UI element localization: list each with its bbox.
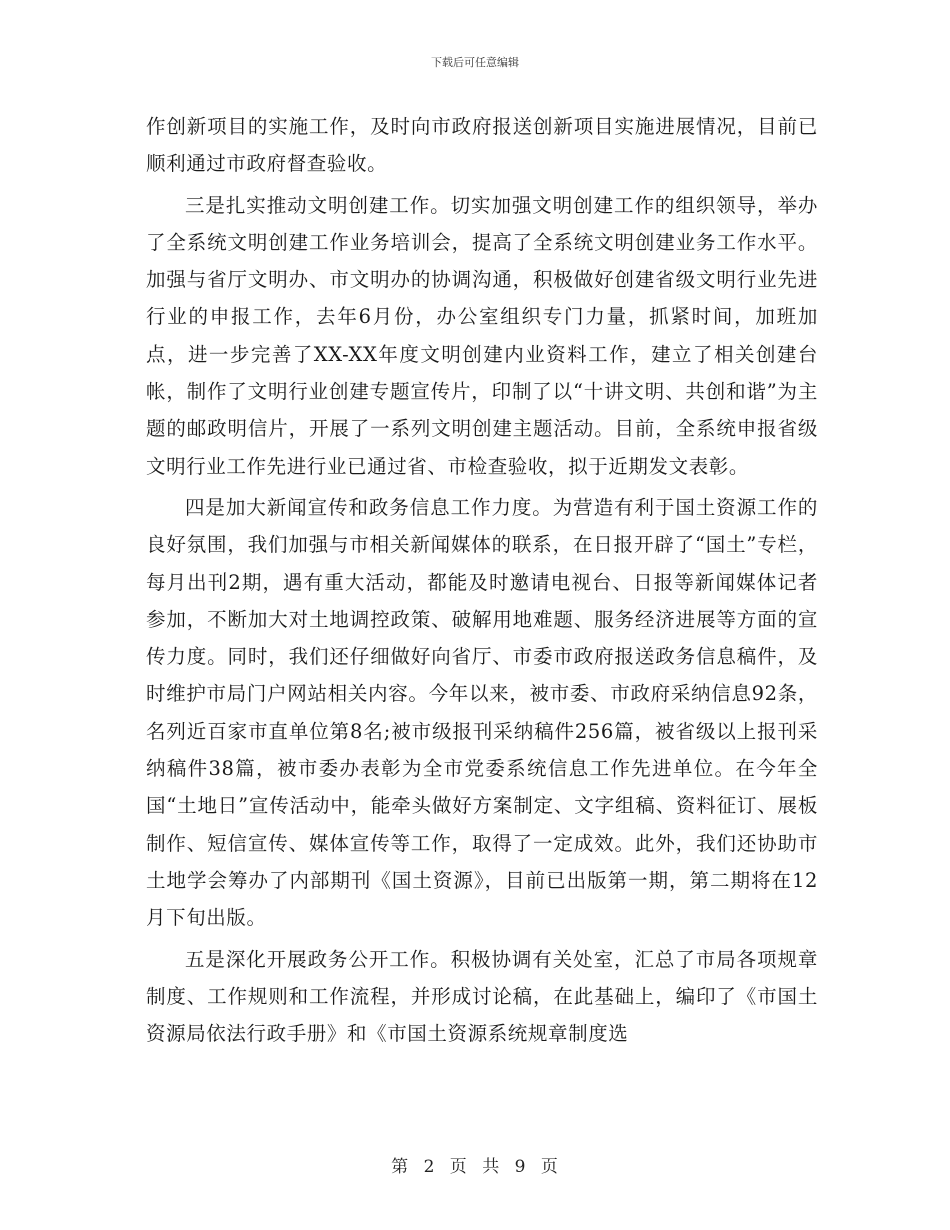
paragraph-government-affairs-openness: 五是深化开展政务公开工作。积极协调有关处室，汇总了市局各项规章制度、工作规则和工作流程，并形成讨论稿，在此基础上，编印了《市国土资源局依法行政手册》和《市国土资源系统规章制度选 xyxy=(146,947,818,1046)
page-footer xyxy=(0,1152,950,1177)
paragraph-continuation: 作创新项目的实施工作，及时向市政府报送创新项目实施进展情况，目前已顺利通过市政府督查验收。 xyxy=(146,115,818,176)
footer-total-pages: 9 xyxy=(514,1157,527,1177)
page-header-note: 下载后可任意编辑 xyxy=(431,56,519,69)
footer-current-page: 2 xyxy=(423,1157,436,1177)
document-body xyxy=(146,108,818,1056)
footer-page-word: 页 xyxy=(449,1157,468,1177)
paragraph-civilization-building: 三是扎实推动文明创建工作。切实加强文明创建工作的组织领导，举办了全系统文明创建工作业务培训会，提高了全系统文明创建业务工作水平。加强与省厅文明办、市文明办的协调沟通，积极做好创建省级文明行业先进行业的申报工作，去年6月份，办公室组织专门力量，抓紧时间，加班加点，进一步完善了XX-XX年度文明创建内业资料工作，建立了相关创建台帐，制作了文明行业创建专题宣传片，印制了以“十讲文明、共创和谐”为主题的邮政明信片，开展了一系列文明创建主题活动。目前，全系统申报省级文明行业工作先进行业已通过省、市检查验收，拟于近期发文表彰。 xyxy=(146,193,818,478)
footer-suffix: 页 xyxy=(540,1157,559,1177)
footer-prefix: 第 xyxy=(391,1157,410,1177)
footer-total-word: 共 xyxy=(482,1157,501,1177)
paragraph-news-publicity: 四是加大新闻宣传和政务信息工作力度。为营造有利于国土资源工作的良好氛围，我们加强与市相关新闻媒体的联系，在日报开辟了“国土”专栏，每月出刊2期，遇有重大活动，都能及时邀请电视台、日报等新闻媒体记者参加，不断加大对土地调控政策、破解用地难题、服务经济进展等方面的宣传力度。同时，我们还仔细做好向省厅、市委市政府报送政务信息稿件，及时维护市局门户网站相关内容。今年以来，被市委、市政府采纳信息92条，名列近百家市直单位第8名;被市级报刊采纳稿件256篇，被省级以上报刊采纳稿件38篇，被市委办表彰为全市党委系统信息工作先进单位。在今年全国“土地日”宣传活动中，能牵头做好方案制定、文字组稿、资料征订、展板制作、短信宣传、媒体宣传等工作，取得了一定成效。此外，我们还协助市土地学会筹办了内部期刊《国土资源》，目前已出版第一期，第二期将在12月下旬出版。 xyxy=(146,495,818,930)
